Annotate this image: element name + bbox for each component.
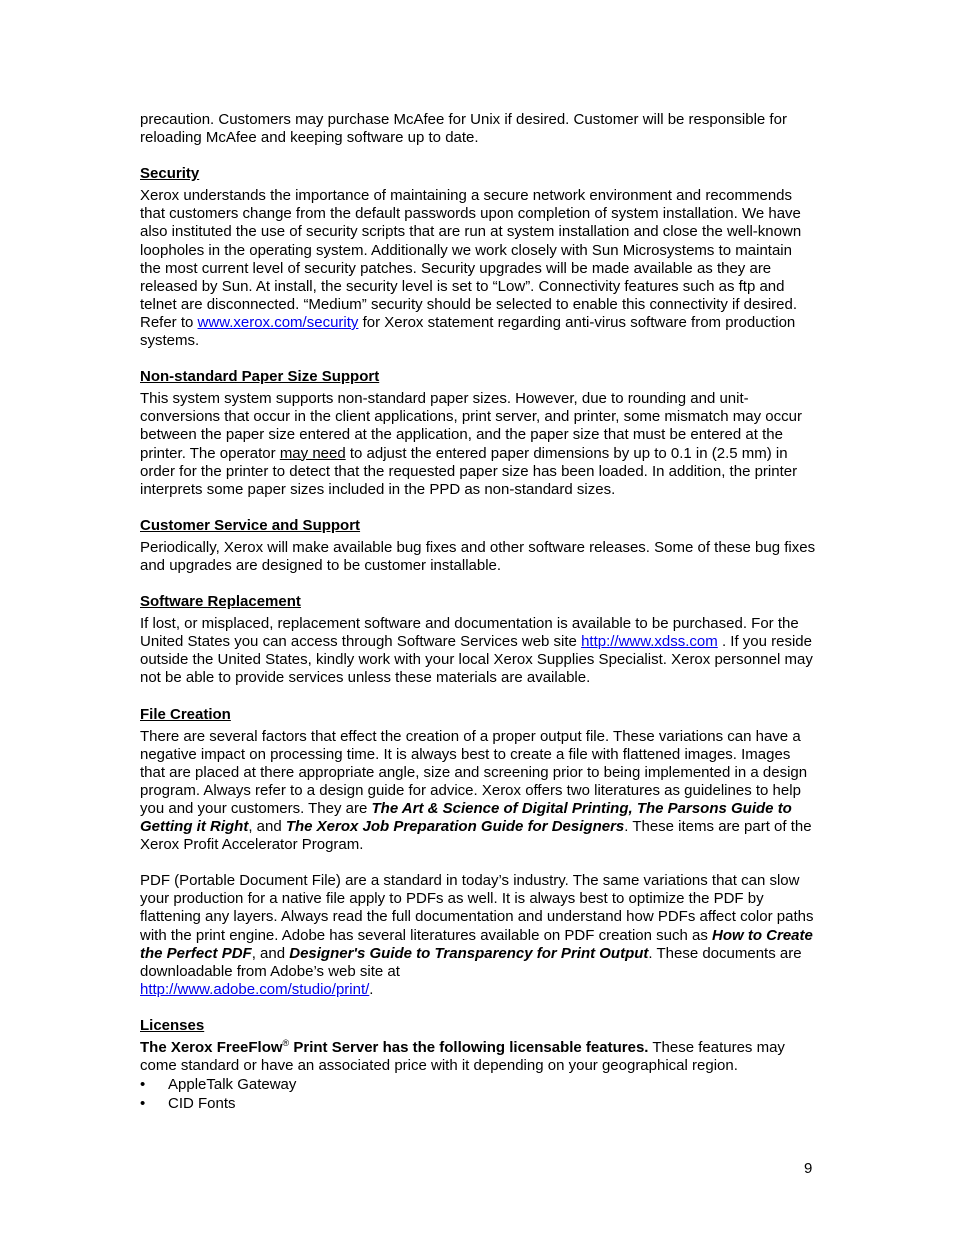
licenses-heading: Licenses bbox=[140, 1016, 205, 1034]
software-replacement-text: If lost, or misplaced, replacement software and documentation is available to be purchased. For the United States you can access through Software Services web site bbox=[140, 615, 799, 651]
security-text-end: for Xerox statement regarding anti-virus software from production systems. bbox=[140, 313, 796, 350]
customer-service-paragraph: Periodically, Xerox will make available bug fixes and other software releases. Some of these bug fixes and upgrades are designed to be customer installable. bbox=[140, 538, 816, 574]
file-creation-and: , and bbox=[248, 818, 286, 836]
job-prep-guide-title: The Xerox Job Preparation Guide for Designers bbox=[285, 818, 625, 836]
software-replacement-paragraph bbox=[140, 615, 816, 687]
paper-size-underlined: may need bbox=[279, 444, 346, 462]
file-creation-heading: File Creation bbox=[140, 705, 231, 723]
art-science-title: The Art & Science of Digital Printing, The Parsons Guide to Getting it Right bbox=[140, 800, 792, 836]
pdf-and: , and bbox=[251, 944, 290, 962]
licenses-bold-1: The Xerox FreeFlow bbox=[140, 1039, 283, 1057]
customer-service-heading: Customer Service and Support bbox=[140, 516, 361, 534]
xdss-link[interactable]: http://www.xdss.com bbox=[581, 633, 718, 651]
paper-size-text: This system system supports non-standard paper sizes. However, due to rounding and unit-conversions that occur in the client applications, print server, and printer, some mismatch may occur between the paper size entered at the application, and the paper size that must be entered at the printer. The operator bbox=[140, 390, 802, 462]
paper-size-text-end: to adjust the entered paper dimensions by up to 0.1 in (2.5 mm) in order for the printer to detect that the requested paper size has been loaded. In addition, the printer interprets some paper sizes included in the PPD as non-standard sizes. bbox=[140, 444, 798, 498]
software-replacement-heading: Software Replacement bbox=[140, 593, 301, 611]
license-feature-list bbox=[140, 1076, 816, 1113]
file-creation-paragraph-1 bbox=[140, 728, 816, 855]
software-replacement-text-end: . If you reside outside the United States, kindly work with your local Xerox Supplies Specialist. Xerox personnel may not be able to provide services unless these materials are available. bbox=[140, 633, 813, 687]
security-link[interactable]: www.xerox.com/security bbox=[197, 313, 359, 331]
list-item: • AppleTalk Gateway bbox=[140, 1076, 816, 1094]
licenses-bold-2: Print Server has the following licensable features. bbox=[289, 1039, 649, 1057]
licenses-text: These features may come standard or have an associated price with it depending on your geographical region. bbox=[140, 1039, 785, 1075]
paper-size-heading: Non-standard Paper Size Support bbox=[140, 368, 380, 386]
paper-size-paragraph bbox=[140, 390, 816, 499]
pdf-text-end: . bbox=[369, 980, 374, 998]
document-body bbox=[140, 111, 816, 1113]
file-creation-text-end: . These items are part of the Xerox Profit Accelerator Program. bbox=[140, 818, 812, 854]
pdf-text-2: . These documents are downloadable from Adobe’s web site at bbox=[140, 944, 802, 980]
file-creation-text: There are several factors that effect the creation of a proper output file. These variations can have a negative impact on processing time. It is always best to create a file with flattened images. Images that are placed at there appropriate angle, size and screening prior to being implemented in a design program. Always refer to a design guide for advice. Xerox offers two literatures as guidelines to help you and your customers. They are bbox=[140, 727, 808, 817]
security-heading: Security bbox=[140, 165, 200, 183]
security-paragraph bbox=[140, 187, 816, 350]
security-text: Xerox understands the importance of maintaining a secure network environment and recommends that customers change from the default passwords upon completion of system installation. We have also instituted the use of security scripts that are run at system installation and close the well-known loopholes in the operating system. Additionally we work closely with Sun Microsystems to maintain the most current level of security patches. Security upgrades will be made available as they are released by Sun. At install, the security level is set to “Low”. Connectivity features such as ftp and telnet are disconnected. “Medium” security should be selected to enable this connectivity if desired. Refer to bbox=[140, 187, 802, 331]
list-item: • CID Fonts bbox=[140, 1095, 816, 1113]
adobe-link[interactable]: http://www.adobe.com/studio/print/ bbox=[140, 980, 370, 998]
licenses-paragraph bbox=[140, 1039, 816, 1075]
registered-mark: ® bbox=[282, 1038, 290, 1049]
perfect-pdf-title: How to Create the Perfect PDF bbox=[140, 926, 813, 962]
page-number: 9 bbox=[804, 1160, 813, 1177]
file-creation-paragraph-2 bbox=[140, 872, 816, 999]
intro-paragraph: precaution. Customers may purchase McAfee for Unix if desired. Customer will be responsible for reloading McAfee and keeping software up to date. bbox=[140, 111, 787, 147]
pdf-text: PDF (Portable Document File) are a standard in today’s industry. The same variations that can slow your production for a native file apply to PDFs as well. It is always best to optimize the PDF by flattening any layers. Always read the full documentation and understand how PDFs affect color paths with the print engine. Adobe has several literatures available on PDF creation such as bbox=[140, 872, 814, 944]
transparency-guide-title: Designer's Guide to Transparency for Print Output bbox=[289, 944, 649, 962]
